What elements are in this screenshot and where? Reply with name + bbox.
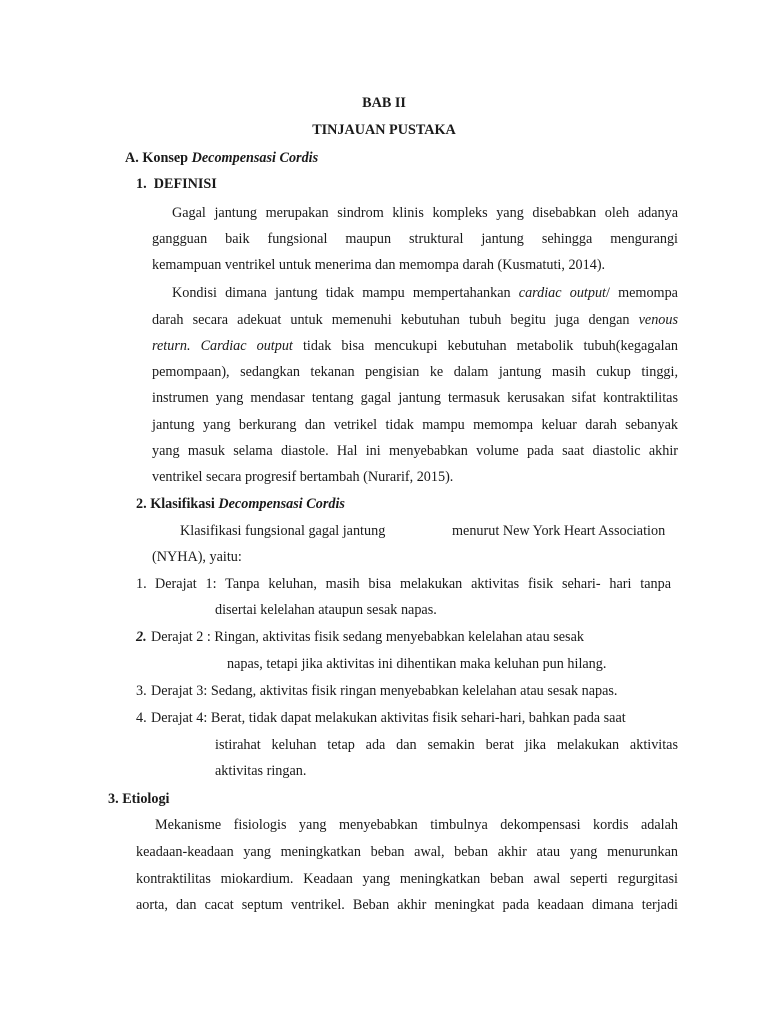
klasifikasi-intro: (NYHA), yaitu: — [152, 549, 242, 565]
etiologi-line: Mekanisme fisiologis yang menyebabkan timbulnya dekompensasi kordis adalah — [155, 817, 678, 833]
section-a-heading — [125, 148, 318, 168]
text-run: / memompa — [606, 285, 678, 301]
definisi-p1-line: kemampuan ventrikel untuk menerima dan memompa darah (Kusmatuti, 2014). — [152, 257, 606, 273]
list-item-number: 3. — [136, 683, 147, 699]
klasifikasi-intro: Klasifikasi fungsional gagal jantung — [180, 523, 386, 539]
definisi-p2-line: ventrikel secara progresif bertambah (Nurarif, 2015). — [152, 469, 454, 485]
definisi-p2-line — [152, 310, 678, 330]
definisi-heading: 1. DEFINISI — [136, 176, 217, 192]
list-item-line: napas, tetapi jika aktivitas ini dihentikan maka keluhan pun hilang. — [227, 656, 607, 672]
list-item-number: 1. — [136, 576, 147, 592]
text-run: tidak bisa mencukupi kebutuhan metabolik tubuh(kegagalan — [292, 338, 678, 354]
list-item-line: disertai kelelahan ataupun sesak napas. — [215, 602, 437, 618]
definisi-p2-line — [152, 336, 678, 356]
definisi-p2-line: yang masuk selama diastole. Hal ini menyebabkan volume pada saat diastolic akhir — [152, 443, 678, 459]
etiologi-line: kontraktilitas miokardium. Keadaan yang meningkatkan beban awal seperti regurgitasi — [136, 871, 678, 887]
list-item-line: Derajat 4: Berat, tidak dapat melakukan aktivitas fisik sehari-hari, bahkan pada saat — [151, 710, 626, 726]
list-item-line: istirahat keluhan tetap ada dan semakin berat jika melakukan aktivitas — [215, 737, 678, 753]
klasifikasi-term: Decompensasi Cordis — [218, 496, 345, 512]
list-item-line: aktivitas ringan. — [215, 763, 307, 779]
etiologi-line: keadaan-keadaan yang meningkatkan beban awal, beban akhir atau yang menurunkan — [136, 844, 678, 860]
definisi-p1-line: gangguan baik fungsional maupun struktural jantung sehingga mengurangi — [152, 231, 678, 247]
italic-term: cardiac output — [518, 285, 606, 301]
definisi-p2-line: jantung yang berkurang dan vetrikel tidak mampu memompa keluar darah sebanyak — [152, 417, 678, 433]
klasifikasi-prefix: 2. Klasifikasi — [136, 496, 219, 512]
list-item-line: Derajat 3: Sedang, aktivitas fisik ringan menyebabkan kelelahan atau sesak napas. — [151, 683, 618, 699]
etiologi-heading: 3. Etiologi — [108, 791, 170, 807]
definisi-p2-line — [172, 283, 678, 303]
list-item-line: Derajat 1: Tanpa keluhan, masih bisa melakukan aktivitas fisik sehari- hari tanpa — [155, 576, 671, 592]
definisi-p2-line: pemompaan), sedangkan tekanan pengisian ke dalam jantung masih cukup tinggi, — [152, 364, 678, 380]
klasifikasi-intro: menurut New York Heart Association — [452, 523, 666, 539]
italic-term: venous — [638, 312, 678, 328]
list-item-number: 4. — [136, 710, 147, 726]
section-a-term: Decompensasi Cordis — [191, 150, 319, 166]
chapter-label: BAB II — [362, 95, 406, 111]
text-run: Kondisi dimana jantung tidak mampu mempertahankan — [172, 285, 519, 301]
klasifikasi-heading — [136, 494, 345, 514]
list-item-number: 2. — [136, 629, 147, 645]
section-a-prefix: A. Konsep — [125, 150, 192, 166]
chapter-title: TINJAUAN PUSTAKA — [312, 122, 456, 138]
definisi-p1-line: Gagal jantung merupakan sindrom klinis kompleks yang disebabkan oleh adanya — [172, 205, 678, 221]
italic-term: return. Cardiac output — [152, 338, 293, 354]
etiologi-line: aorta, dan cacat septum ventrikel. Beban akhir meningkat pada keadaan dimana terjadi — [136, 897, 678, 913]
list-item-line: Derajat 2 : Ringan, aktivitas fisik sedang menyebabkan kelelahan atau sesak — [151, 629, 584, 645]
text-run: darah secara adekuat untuk memenuhi kebutuhan tubuh begitu juga dengan — [152, 312, 639, 328]
definisi-p2-line: instrumen yang mendasar tentang gagal jantung termasuk kerusakan sifat kontraktilitas — [152, 390, 678, 406]
